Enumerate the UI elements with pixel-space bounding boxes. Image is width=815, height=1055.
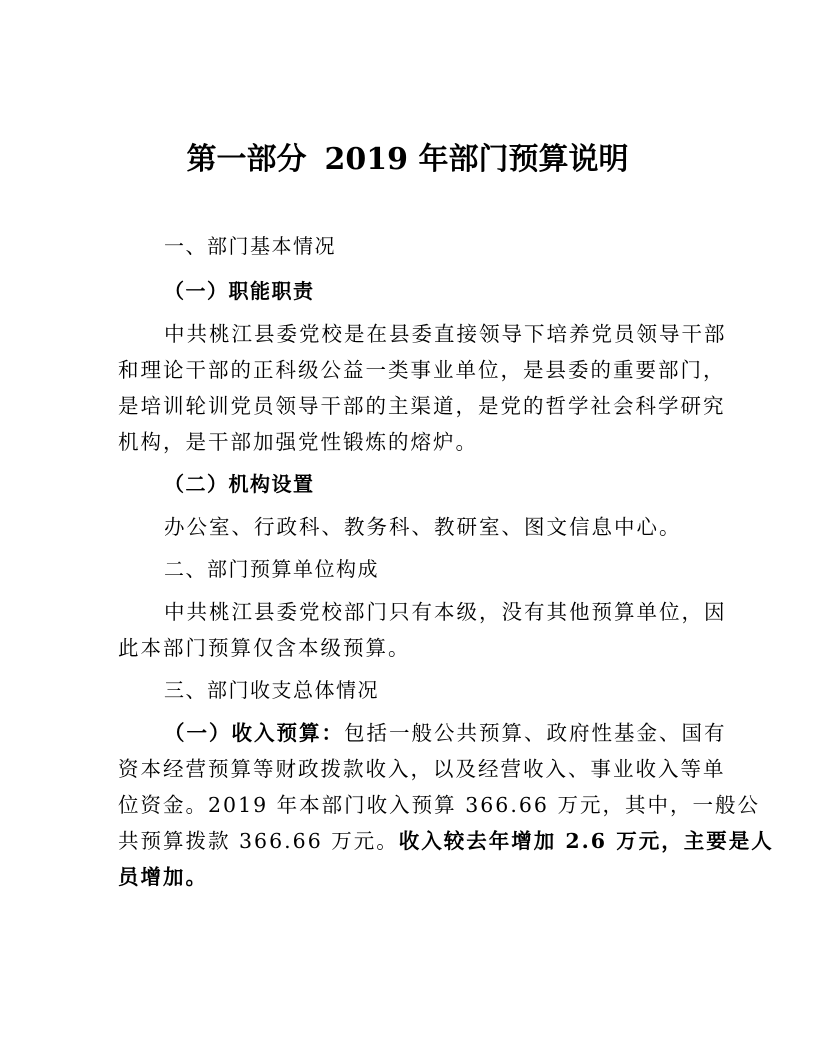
paragraph-line: 和理论干部的正科级公益一类事业单位，是县委的重要部门， [118,358,726,382]
income-change-note-end: 员增加。 [118,865,208,889]
paragraph-line: 位资金。2019 年本部门收入预算 366.66 万元，其中，一般公 [118,793,760,817]
income-change-note: 收入较去年增加 2.6 万元，主要是人 [398,829,774,853]
subsection-heading-organization: （二）机构设置 [164,472,315,496]
paragraph-line: 中共桃江县委党校是在县委直接领导下培养党员领导干部 [164,322,727,346]
income-budget-label: （一）收入预算： [164,721,344,745]
paragraph-line: 机构，是干部加强党性锻炼的熔炉。 [118,430,478,454]
paragraph-income [118,715,774,895]
paragraph-line: 共预算拨款 366.66 万元。 [118,829,399,853]
document-body [118,226,774,899]
title-part-label: 第一部分 [186,142,307,177]
paragraph-units [118,594,727,666]
page-title [0,140,815,180]
section-heading-1: 一、部门基本情况 [164,234,336,258]
title-main: 2019 年部门预算说明 [324,142,629,177]
paragraph-line: 中共桃江县委党校部门只有本级，没有其他预算单位，因 [164,600,727,624]
paragraph-line: 包括一般公共预算、政府性基金、国有 [344,721,727,745]
paragraph-line: 是培训轮训党员领导干部的主渠道，是党的哲学社会科学研究 [118,394,726,418]
section-heading-2: 二、部门预算单位构成 [164,557,379,581]
paragraph-line: 办公室、行政科、教务科、教研室、图文信息中心。 [164,515,682,539]
paragraph-line: 此本部门预算仅含本级预算。 [118,636,411,660]
paragraph-line: 资本经营预算等财政拨款收入，以及经营收入、事业收入等单 [118,757,726,781]
section-heading-3: 三、部门收支总体情况 [164,678,379,702]
paragraph-functions [118,316,727,460]
subsection-heading-functions: （一）职能职责 [164,279,315,303]
paragraph-organization [118,509,696,545]
